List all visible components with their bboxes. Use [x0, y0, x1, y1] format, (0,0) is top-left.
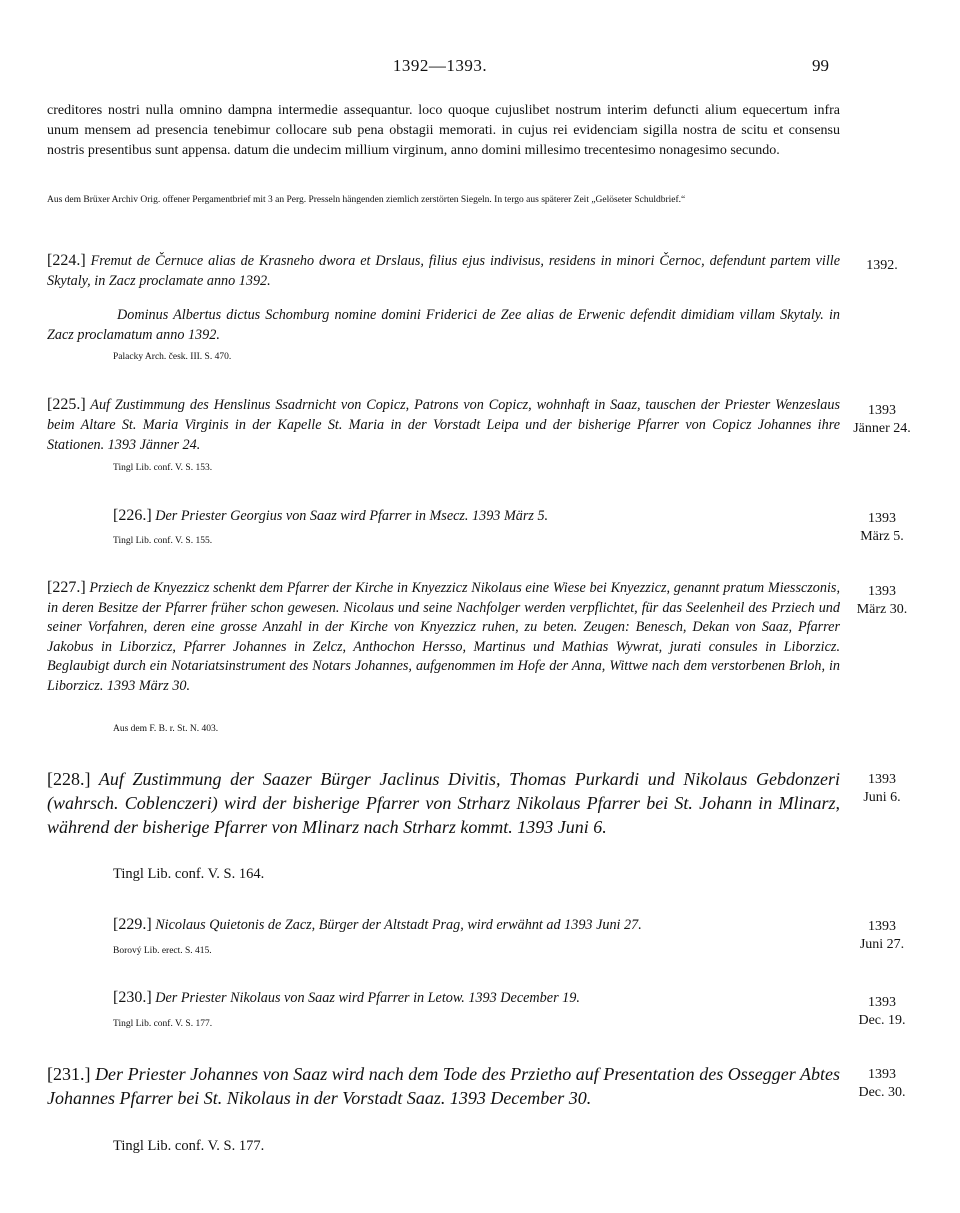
entry-text: Der Priester Georgius von Saaz wird Pfarrer in Msecz. 1393 März 5. — [155, 508, 549, 524]
entry-226-date — [842, 510, 922, 546]
entry-text: Prziech de Knyezzicz schenkt dem Pfarrer der Kirche in Knyezzicz Nikolaus eine Wiese bei Knyezzicz, genannt pratum Miessczonis, in deren Besitze der Pfarrer früher schon gewesen. Nicolaus und seine Nachfolger werden verpflichtet, für das Seelenheil des Prziech und seiner Vorfahren, deren eine grosse Anzahl in der Kirche von Knyezzicz ruhen, zu beten. Zeugen: Benesch, Dekan von Saaz, Pfarrer Jakobus in Liborzicz, Pfarrer Johannes in Zelcz, Anthochon Hersso, Martinus und Mathias Wywrat, jurati consules in Liborzicz. Beglaubigt durch ein Notariatsinstrument des Notars Johannes, aufgenommen im Hofe der Anna, Wittwe nach dem verstorbenen Brloh, in Liborzicz. 1393 März 30. — [47, 580, 840, 694]
entry-224-source: Palacky Arch. česk. III. S. 470. — [113, 352, 232, 362]
entry-230-date — [842, 994, 922, 1030]
entry-226 — [113, 506, 840, 526]
entry-number: [224.] — [47, 252, 86, 269]
date-year: 1393 — [868, 584, 896, 599]
entry-number: [226.] — [113, 507, 152, 524]
entry-228 — [47, 767, 840, 839]
entry-231 — [47, 1062, 840, 1110]
date-year: 1393 — [868, 995, 896, 1010]
intro-source: Aus dem Brüxer Archiv Orig. offener Pergamentbrief mit 3 an Perg. Presseln hängenden ziemlich zerstörten Siegeln. In tergo aus späterer Zeit „Gelöseter Schuldbrief.“ — [47, 195, 686, 205]
entry-227-source: Aus dem F. B. r. St. N. 403. — [113, 724, 219, 734]
date-year: 1393 — [868, 1067, 896, 1082]
running-header: 1392—1393. — [392, 56, 488, 75]
entry-227-date — [842, 583, 922, 619]
entry-number: [228.] — [47, 769, 91, 789]
page-number: 99 — [812, 56, 829, 75]
entry-224-text2: Dominus Albertus dictus Schomburg nomine domini Friderici de Zee alias de Erwenic defendit dimidiam villam Skytaly. in Zacz proclamatum anno 1392. — [47, 307, 840, 343]
entry-229-source: Borový Lib. erect. S. 415. — [113, 946, 212, 956]
date-year: 1393 — [868, 403, 896, 418]
entry-229-date — [842, 918, 922, 954]
entry-225 — [47, 395, 840, 455]
date-day: Jänner 24. — [853, 421, 911, 436]
date-day: Juni 27. — [859, 937, 905, 952]
date-year: 1393 — [868, 772, 896, 787]
entry-number: [230.] — [113, 989, 152, 1006]
entry-224 — [47, 251, 840, 291]
entry-text: Der Priester Johannes von Saaz wird nach dem Tode des Przietho auf Presentation des Ossegger Abtes Johannes Pfarrer bei St. Nikolaus in der Vorstadt Saaz. 1393 December 30. — [47, 1064, 841, 1108]
date-year: 1393 — [868, 511, 896, 526]
entry-224-date: 1392. — [866, 258, 898, 273]
entry-231-date — [842, 1066, 922, 1102]
entry-227 — [47, 578, 840, 696]
entry-226-source: Tingl Lib. conf. V. S. 155. — [113, 536, 213, 546]
entry-text: Auf Zustimmung des Henslinus Ssadrnicht von Copicz, Patrons von Copicz, wohnhaft in Saaz, tauschen der Priester Wenzeslaus beim Altare St. Maria Virginis in der Kapelle St. Maria in der Vorstadt Leipa und der bisherige Pfarrer von Copicz Johannes ihre Stationen. 1393 Jänner 24. — [47, 397, 840, 453]
entry-225-date — [842, 402, 922, 438]
entry-229 — [113, 915, 840, 935]
entry-230-source: Tingl Lib. conf. V. S. 177. — [113, 1019, 213, 1029]
intro-paragraph: creditores nostri nulla omnino dampna intermedie assequantur. loco quoque cujuslibet nostrum interim defuncti alium equecertum infra unum mensem ad presencia tenebimur collocare sub pena obstagii memorati. in cujus rei evidenciam sigilla nostra de scitu et consensu nostris presentibus sunt appensa. datum die undecim millium virginum, anno domini millesimo trecentesimo nonagesimo secundo. — [47, 103, 840, 158]
entry-text: Fremut de Černuce alias de Krasneho dwora et Drslaus, filius ejus indivisus, residens in minori Černoc, defendunt partem ville Skytaly, in Zacz proclamate anno 1392. — [47, 253, 841, 289]
entry-228-source: Tingl Lib. conf. V. S. 164. — [113, 866, 265, 882]
entry-230 — [113, 988, 840, 1008]
entry-text: Der Priester Nikolaus von Saaz wird Pfarrer in Letow. 1393 December 19. — [155, 990, 580, 1006]
entry-text: Nicolaus Quietonis de Zacz, Bürger der Altstadt Prag, wird erwähnt ad 1393 Juni 27. — [155, 917, 642, 933]
entry-225-source: Tingl Lib. conf. V. S. 153. — [113, 463, 213, 473]
entry-text: Auf Zustimmung der Saazer Bürger Jaclinus Divitis, Thomas Purkardi und Nikolaus Gebdonzeri (wahrsch. Coblenczeri) wird der bisherige Pfarrer von Strharz Nikolaus Pfarrer bei St. Johann in Mlinarz, während der bisherige Pfarrer von Mlinarz nach Strharz kommt. 1393 Juni 6. — [47, 769, 840, 837]
entry-number: [231.] — [47, 1064, 91, 1084]
date-year: 1393 — [868, 919, 896, 934]
date-day: März 5. — [860, 529, 904, 544]
entry-231-source: Tingl Lib. conf. V. S. 177. — [113, 1138, 265, 1154]
entry-number: [225.] — [47, 396, 86, 413]
date-day: Dec. 19. — [858, 1013, 906, 1028]
date-day: März 30. — [856, 602, 908, 617]
date-day: Dec. 30. — [858, 1085, 906, 1100]
entry-number: [229.] — [113, 916, 152, 933]
date-day: Juni 6. — [863, 790, 901, 805]
entry-228-date — [842, 771, 922, 807]
entry-number: [227.] — [47, 579, 86, 596]
